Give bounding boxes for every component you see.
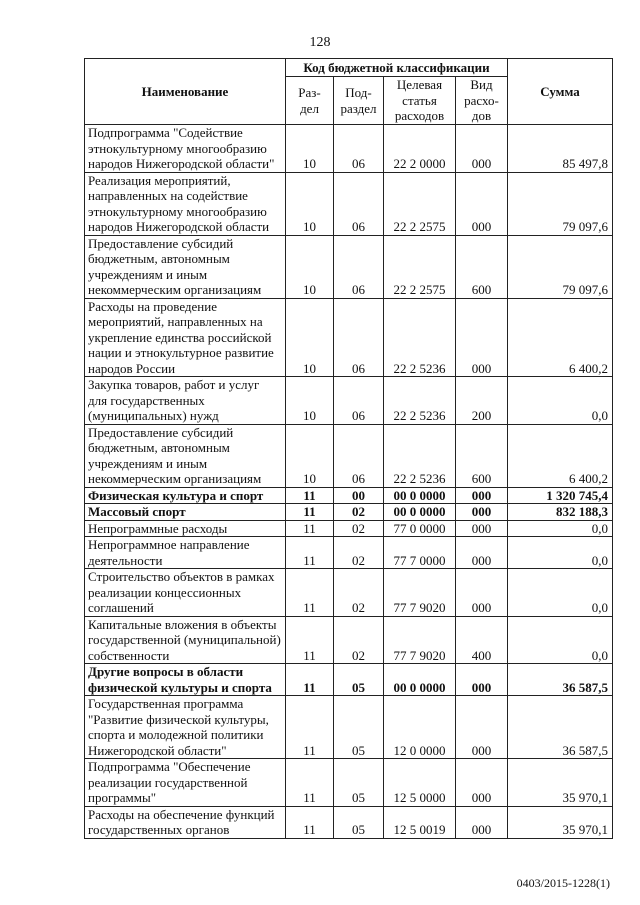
row-sum: 36 587,5 <box>508 696 613 759</box>
row-target-article: 77 7 9020 <box>384 569 456 617</box>
row-target-article: 22 2 0000 <box>384 125 456 173</box>
row-subsection: 06 <box>334 298 384 377</box>
row-section: 11 <box>286 664 334 696</box>
row-sum: 1 320 745,4 <box>508 487 613 504</box>
row-expense-type: 000 <box>456 569 508 617</box>
row-subsection: 05 <box>334 664 384 696</box>
row-sum: 79 097,6 <box>508 172 613 235</box>
row-name: Расходы на обеспечение функций государственных органов <box>85 806 286 838</box>
budget-table <box>84 58 613 839</box>
row-name: Расходы на проведение мероприятий, направленных на укрепление единства российской нации и этнокультурное развитие народов России <box>85 298 286 377</box>
row-section: 10 <box>286 424 334 487</box>
row-name: Предоставление субсидий бюджетным, автономным учреждениям и иным некоммерческим организациям <box>85 424 286 487</box>
header-sum: Сумма <box>508 59 613 125</box>
row-name: Строительство объектов в рамках реализации концессионных соглашений <box>85 569 286 617</box>
row-sum: 6 400,2 <box>508 424 613 487</box>
row-target-article: 22 2 2575 <box>384 172 456 235</box>
row-name: Другие вопросы в области физической культуры и спорта <box>85 664 286 696</box>
row-target-article: 12 0 0000 <box>384 696 456 759</box>
row-section: 10 <box>286 125 334 173</box>
footer-code: 0403/2015-1228(1) <box>516 876 610 890</box>
row-name: Подпрограмма "Содействие этнокультурному многообразию народов Нижегородской области" <box>85 125 286 173</box>
row-subsection: 02 <box>334 537 384 569</box>
row-subsection: 05 <box>334 696 384 759</box>
row-expense-type: 000 <box>456 806 508 838</box>
row-section: 11 <box>286 759 334 807</box>
header-classification-code: Код бюджетной классификации <box>286 59 508 77</box>
row-target-article: 12 5 0019 <box>384 806 456 838</box>
table-row <box>85 696 613 759</box>
row-name: Реализация мероприятий, направленных на содействие этнокультурному многообразию народов Нижегородской области <box>85 172 286 235</box>
header-name: Наименование <box>85 59 286 125</box>
row-name: Непрограммные расходы <box>85 520 286 537</box>
row-sum: 0,0 <box>508 520 613 537</box>
row-target-article: 00 0 0000 <box>384 487 456 504</box>
row-expense-type: 000 <box>456 504 508 521</box>
table-row <box>85 298 613 377</box>
table-row <box>85 377 613 425</box>
row-sum: 85 497,8 <box>508 125 613 173</box>
row-target-article: 12 5 0000 <box>384 759 456 807</box>
table-row <box>85 172 613 235</box>
row-target-article: 22 2 5236 <box>384 298 456 377</box>
row-sum: 35 970,1 <box>508 806 613 838</box>
row-section: 10 <box>286 377 334 425</box>
row-section: 10 <box>286 172 334 235</box>
row-subsection: 02 <box>334 504 384 521</box>
row-name: Предоставление субсидий бюджетным, автономным учреждениям и иным некоммерческим организациям <box>85 235 286 298</box>
row-name: Подпрограмма "Обеспечение реализации государственной программы" <box>85 759 286 807</box>
row-sum: 35 970,1 <box>508 759 613 807</box>
row-subsection: 06 <box>334 424 384 487</box>
header-expense-type: Вид расхо- дов <box>456 77 508 125</box>
row-expense-type: 000 <box>456 172 508 235</box>
row-subsection: 02 <box>334 520 384 537</box>
row-name: Государственная программа "Развитие физической культуры, спорта и молодежной политики Нижегородской области" <box>85 696 286 759</box>
row-expense-type: 600 <box>456 235 508 298</box>
row-expense-type: 000 <box>456 125 508 173</box>
row-expense-type: 000 <box>456 298 508 377</box>
row-sum: 0,0 <box>508 537 613 569</box>
row-sum: 6 400,2 <box>508 298 613 377</box>
row-target-article: 77 7 9020 <box>384 616 456 664</box>
row-name: Массовый спорт <box>85 504 286 521</box>
table-row <box>85 487 613 504</box>
row-sum: 0,0 <box>508 616 613 664</box>
row-subsection: 06 <box>334 235 384 298</box>
row-subsection: 02 <box>334 616 384 664</box>
row-subsection: 06 <box>334 125 384 173</box>
row-sum: 0,0 <box>508 377 613 425</box>
row-expense-type: 000 <box>456 537 508 569</box>
table-row <box>85 759 613 807</box>
row-expense-type: 000 <box>456 487 508 504</box>
row-subsection: 06 <box>334 377 384 425</box>
row-target-article: 77 0 0000 <box>384 520 456 537</box>
header-section: Раз- дел <box>286 77 334 125</box>
table-row <box>85 520 613 537</box>
row-section: 11 <box>286 520 334 537</box>
table-row <box>85 537 613 569</box>
row-sum: 79 097,6 <box>508 235 613 298</box>
row-section: 10 <box>286 235 334 298</box>
row-name: Закупка товаров, работ и услуг для государственных (муниципальных) нужд <box>85 377 286 425</box>
table-row <box>85 664 613 696</box>
row-target-article: 77 7 0000 <box>384 537 456 569</box>
row-section: 10 <box>286 298 334 377</box>
row-subsection: 00 <box>334 487 384 504</box>
row-expense-type: 600 <box>456 424 508 487</box>
row-target-article: 22 2 5236 <box>384 377 456 425</box>
row-target-article: 22 2 2575 <box>384 235 456 298</box>
row-sum: 832 188,3 <box>508 504 613 521</box>
table-row <box>85 424 613 487</box>
row-name: Капитальные вложения в объекты государственной (муниципальной) собственности <box>85 616 286 664</box>
row-section: 11 <box>286 696 334 759</box>
row-expense-type: 000 <box>456 696 508 759</box>
table-row <box>85 504 613 521</box>
row-subsection: 06 <box>334 172 384 235</box>
header-target-article: Целевая статья расходов <box>384 77 456 125</box>
row-section: 11 <box>286 569 334 617</box>
row-section: 11 <box>286 537 334 569</box>
table-row <box>85 569 613 617</box>
row-name: Физическая культура и спорт <box>85 487 286 504</box>
row-expense-type: 400 <box>456 616 508 664</box>
header-subsection: Под- раздел <box>334 77 384 125</box>
row-section: 11 <box>286 806 334 838</box>
row-section: 11 <box>286 504 334 521</box>
row-section: 11 <box>286 487 334 504</box>
row-section: 11 <box>286 616 334 664</box>
row-expense-type: 000 <box>456 520 508 537</box>
row-expense-type: 200 <box>456 377 508 425</box>
row-subsection: 02 <box>334 569 384 617</box>
table-row <box>85 806 613 838</box>
row-sum: 0,0 <box>508 569 613 617</box>
row-expense-type: 000 <box>456 664 508 696</box>
row-target-article: 00 0 0000 <box>384 664 456 696</box>
row-target-article: 22 2 5236 <box>384 424 456 487</box>
page-number: 128 <box>309 35 331 50</box>
table-row <box>85 125 613 173</box>
row-expense-type: 000 <box>456 759 508 807</box>
row-sum: 36 587,5 <box>508 664 613 696</box>
row-target-article: 00 0 0000 <box>384 504 456 521</box>
table-row <box>85 235 613 298</box>
table-row <box>85 616 613 664</box>
row-subsection: 05 <box>334 806 384 838</box>
row-name: Непрограммное направление деятельности <box>85 537 286 569</box>
row-subsection: 05 <box>334 759 384 807</box>
